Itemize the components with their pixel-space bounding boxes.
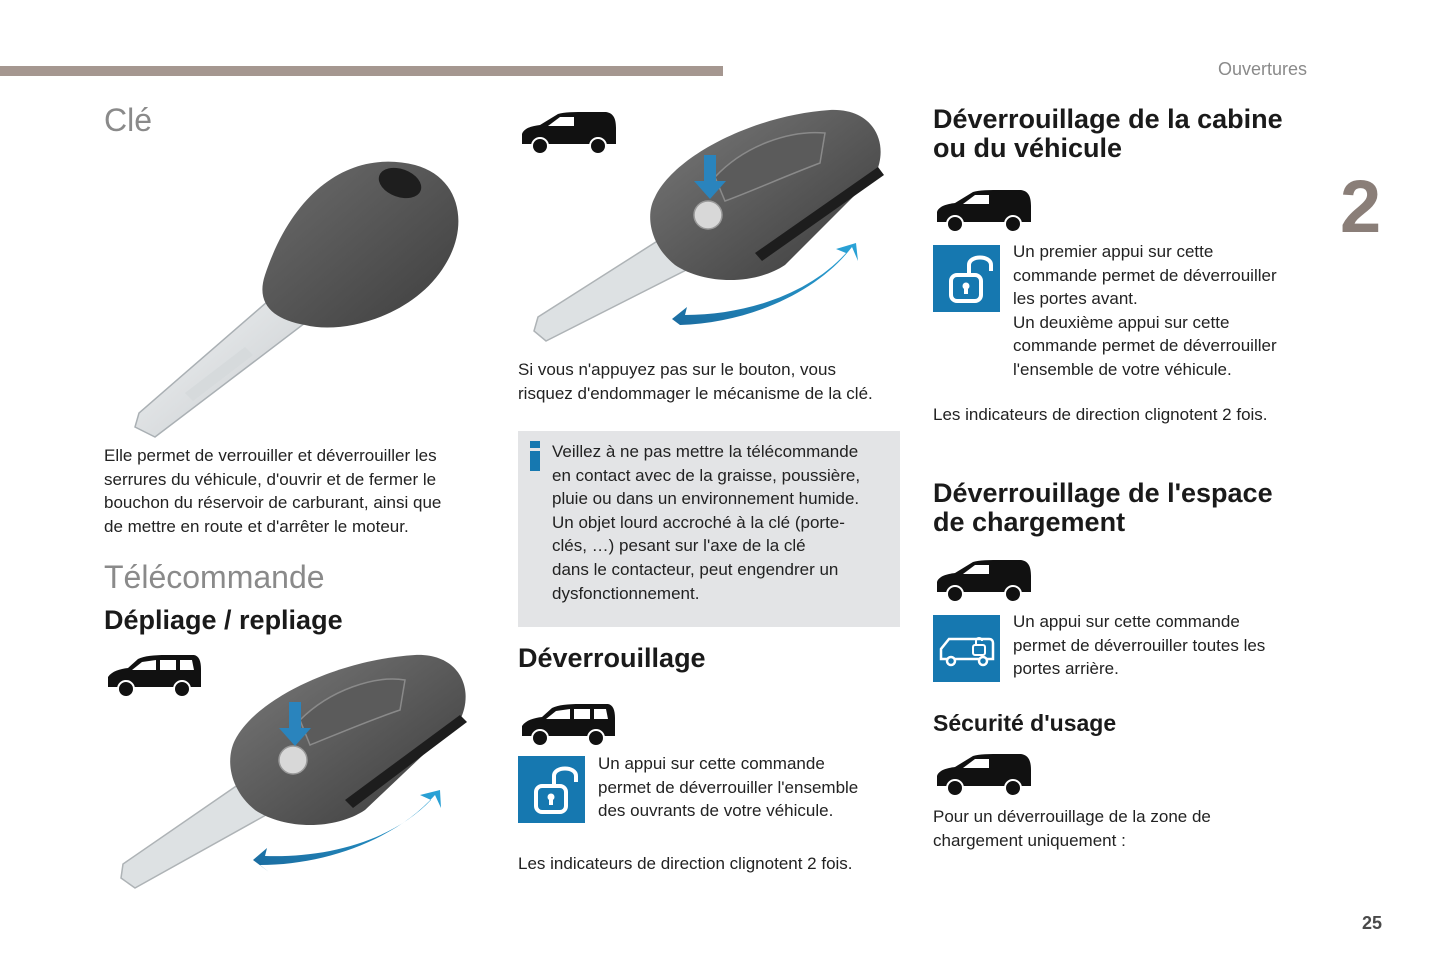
title-telecommande: Télécommande — [104, 559, 325, 595]
chapter-title: Ouvertures — [1218, 59, 1308, 79]
car-silhouette-icon — [518, 702, 616, 748]
van-silhouette-icon — [933, 752, 1033, 798]
remote-key-illustration — [115, 650, 475, 895]
indicators-text: Les indicateurs de direction clignotent 2 fois. — [518, 854, 853, 873]
header-bar — [0, 66, 723, 76]
unlock-text: Un appui sur cette commande permet de déverrouiller l'ensemble des ouvrants de votre véhicule. — [598, 754, 859, 821]
unlock-padlock-icon — [933, 245, 1000, 312]
warning-text: Si vous n'appuyez pas sur le bouton, vous risquez d'endommager le mécanisme de la clé. — [518, 360, 873, 403]
key-illustration — [125, 155, 465, 445]
info-text: Veillez à ne pas mettre la télécommande en contact avec de la graisse, poussière, pluie ou dans un environnement humide. Un objet lourd accroché à la clé (porte- clés, …) pesant sur l'axe de la clé dans le contacteur, peut engendrer un dysfonctionnement. — [552, 442, 861, 603]
heading-securite: Sécurité d'usage — [933, 710, 1117, 736]
cargo-unlock-icon — [933, 615, 1000, 682]
title-cle: Clé — [104, 102, 153, 138]
van-silhouette-icon — [933, 558, 1033, 604]
indicators-text: Les indicateurs de direction clignotent 2 fois. — [933, 405, 1268, 424]
van-silhouette-icon — [933, 188, 1033, 234]
cle-description: Elle permet de verrouiller et déverrouiller les serrures du véhicule, d'ouvrir et de fermer le bouchon du réservoir de carburant, ainsi que de mettre en route et d'arrêter le moteur. — [104, 446, 442, 536]
heading-deverrouillage: Déverrouillage — [518, 643, 706, 673]
unlock-padlock-icon — [518, 756, 585, 823]
cabine-text: Un premier appui sur cette commande permet de déverrouiller les portes avant. Un deuxième appui sur cette commande permet de déverrouiller l'ensemble de votre véhicule. — [1013, 242, 1277, 379]
heading-chargement: Déverrouillage de l'espace de chargement — [933, 478, 1273, 537]
chapter-number: 2 — [1340, 165, 1382, 248]
heading-cabine: Déverrouillage de la cabine ou du véhicule — [933, 104, 1283, 163]
securite-text: Pour un déverrouillage de la zone de chargement uniquement : — [933, 807, 1211, 850]
page-number: 25 — [1362, 913, 1383, 933]
chargement-text: Un appui sur cette commande permet de déverrouiller toutes les portes arrière. — [1013, 612, 1266, 679]
heading-depliage: Dépliage / repliage — [104, 605, 343, 635]
info-icon — [528, 441, 542, 471]
remote-key-illustration — [530, 105, 890, 350]
